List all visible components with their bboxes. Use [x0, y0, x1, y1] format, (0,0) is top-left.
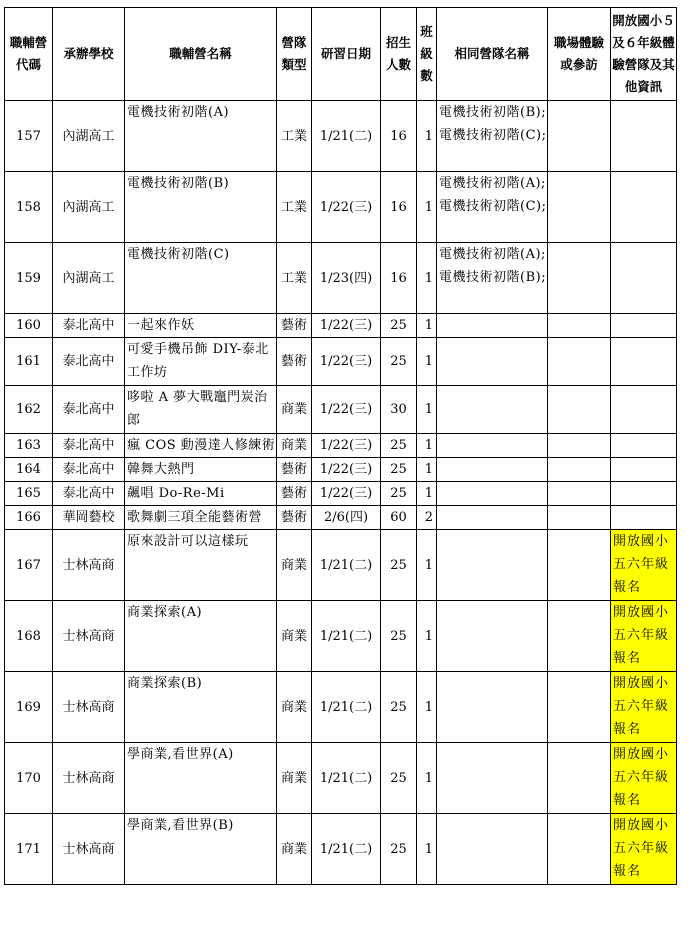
cell-date: 1/22(三): [312, 482, 381, 506]
cell-classes: 1: [417, 601, 437, 672]
cell-classes: 1: [417, 482, 437, 506]
cell-related: [437, 530, 548, 601]
header-enrollment: 招生人數: [381, 8, 417, 101]
cell-other: [611, 434, 677, 458]
cell-enrollment: 25: [381, 743, 417, 814]
cell-enrollment: 16: [381, 243, 417, 314]
cell-school: 內湖高工: [53, 172, 125, 243]
cell-camp-name: 哆啦 A 夢大戰竈門炭治郎: [125, 386, 277, 434]
cell-camp-type: 工業: [277, 243, 312, 314]
cell-classes: 2: [417, 506, 437, 530]
table-row: [5, 814, 677, 885]
table-row: [5, 458, 677, 482]
cell-camp-name: 一起來作妖: [125, 314, 277, 338]
cell-related: 電機技術初階(B);電機技術初階(C);: [437, 101, 548, 172]
cell-workplace: [548, 386, 611, 434]
cell-workplace: [548, 243, 611, 314]
cell-school: 泰北高中: [53, 458, 125, 482]
cell-camp-type: 工業: [277, 101, 312, 172]
cell-camp-type: 藝術: [277, 314, 312, 338]
cell-date: 1/21(二): [312, 101, 381, 172]
cell-camp-type: 藝術: [277, 506, 312, 530]
cell-enrollment: 16: [381, 101, 417, 172]
cell-camp-name: 瘋 COS 動漫達人修練術: [125, 434, 277, 458]
header-row: [5, 8, 677, 101]
table-row: [5, 314, 677, 338]
cell-code: 159: [5, 243, 53, 314]
header-school: 承辦學校: [53, 8, 125, 101]
table-row: [5, 601, 677, 672]
cell-camp-type: 商業: [277, 601, 312, 672]
header-workplace: 職場體驗或參訪: [548, 8, 611, 101]
cell-school: 泰北高中: [53, 434, 125, 458]
table-row: [5, 482, 677, 506]
cell-school: 士林高商: [53, 530, 125, 601]
cell-school: 泰北高中: [53, 482, 125, 506]
cell-other: [611, 314, 677, 338]
cell-date: 1/21(二): [312, 601, 381, 672]
cell-code: 160: [5, 314, 53, 338]
cell-camp-type: 藝術: [277, 338, 312, 386]
table-row: [5, 243, 677, 314]
cell-camp-type: 商業: [277, 386, 312, 434]
cell-enrollment: 25: [381, 338, 417, 386]
header-camp-type: 營隊類型: [277, 8, 312, 101]
table-row: [5, 386, 677, 434]
cell-enrollment: 25: [381, 601, 417, 672]
cell-code: 166: [5, 506, 53, 530]
cell-camp-name: 歌舞劇三項全能藝術營: [125, 506, 277, 530]
cell-enrollment: 25: [381, 458, 417, 482]
cell-workplace: [548, 101, 611, 172]
cell-other: 開放國小五六年級報名: [611, 814, 677, 885]
cell-enrollment: 30: [381, 386, 417, 434]
cell-enrollment: 16: [381, 172, 417, 243]
table-row: [5, 434, 677, 458]
cell-other: [611, 506, 677, 530]
cell-related: 電機技術初階(A);電機技術初階(C);: [437, 172, 548, 243]
cell-camp-name: 可愛手機吊飾 DIY-泰北工作坊: [125, 338, 277, 386]
cell-classes: 1: [417, 458, 437, 482]
cell-camp-name: 學商業,看世界(A): [125, 743, 277, 814]
cell-date: 1/23(四): [312, 243, 381, 314]
cell-school: 士林高商: [53, 672, 125, 743]
cell-enrollment: 25: [381, 482, 417, 506]
cell-workplace: [548, 601, 611, 672]
cell-date: 1/22(三): [312, 314, 381, 338]
cell-code: 171: [5, 814, 53, 885]
cell-workplace: [548, 482, 611, 506]
cell-school: 內湖高工: [53, 243, 125, 314]
cell-camp-name: 電機技術初階(B): [125, 172, 277, 243]
cell-date: 1/22(三): [312, 386, 381, 434]
table-row: [5, 672, 677, 743]
cell-other: [611, 482, 677, 506]
table-row: [5, 530, 677, 601]
cell-other: [611, 458, 677, 482]
cell-enrollment: 25: [381, 530, 417, 601]
cell-other: [611, 386, 677, 434]
cell-workplace: [548, 338, 611, 386]
camp-table: [4, 7, 677, 885]
cell-related: [437, 506, 548, 530]
cell-school: 士林高商: [53, 743, 125, 814]
cell-classes: 1: [417, 172, 437, 243]
table-row: [5, 506, 677, 530]
cell-date: 2/6(四): [312, 506, 381, 530]
header-related: 相同營隊名稱: [437, 8, 548, 101]
cell-school: 內湖高工: [53, 101, 125, 172]
cell-classes: 1: [417, 314, 437, 338]
cell-related: [437, 482, 548, 506]
cell-other: [611, 243, 677, 314]
cell-classes: 1: [417, 814, 437, 885]
cell-other: [611, 101, 677, 172]
cell-related: [437, 338, 548, 386]
cell-related: [437, 434, 548, 458]
table-row: [5, 172, 677, 243]
cell-camp-name: 商業探索(B): [125, 672, 277, 743]
cell-other: [611, 338, 677, 386]
cell-code: 168: [5, 601, 53, 672]
cell-code: 162: [5, 386, 53, 434]
cell-workplace: [548, 314, 611, 338]
cell-date: 1/22(三): [312, 338, 381, 386]
cell-workplace: [548, 530, 611, 601]
cell-camp-type: 藝術: [277, 458, 312, 482]
cell-date: 1/21(二): [312, 530, 381, 601]
cell-camp-name: 學商業,看世界(B): [125, 814, 277, 885]
cell-classes: 1: [417, 338, 437, 386]
cell-workplace: [548, 672, 611, 743]
cell-school: 泰北高中: [53, 314, 125, 338]
cell-camp-name: 電機技術初階(A): [125, 101, 277, 172]
cell-camp-type: 商業: [277, 530, 312, 601]
cell-code: 165: [5, 482, 53, 506]
cell-workplace: [548, 506, 611, 530]
cell-classes: 1: [417, 672, 437, 743]
cell-related: [437, 458, 548, 482]
cell-related: [437, 672, 548, 743]
cell-related: 電機技術初階(A);電機技術初階(B);: [437, 243, 548, 314]
cell-camp-type: 商業: [277, 743, 312, 814]
cell-other: 開放國小五六年級報名: [611, 530, 677, 601]
cell-other: [611, 172, 677, 243]
cell-related: [437, 314, 548, 338]
cell-code: 170: [5, 743, 53, 814]
cell-camp-name: 原來設計可以這樣玩: [125, 530, 277, 601]
cell-enrollment: 25: [381, 434, 417, 458]
header-classes: 班級數: [417, 8, 437, 101]
cell-classes: 1: [417, 243, 437, 314]
cell-camp-name: 韓舞大熱門: [125, 458, 277, 482]
cell-related: [437, 601, 548, 672]
cell-workplace: [548, 743, 611, 814]
header-other: 開放國小５及６年級體驗營隊及其他資訊: [611, 8, 677, 101]
cell-classes: 1: [417, 101, 437, 172]
cell-code: 167: [5, 530, 53, 601]
cell-classes: 1: [417, 530, 437, 601]
table-row: [5, 743, 677, 814]
cell-other: 開放國小五六年級報名: [611, 601, 677, 672]
cell-related: [437, 386, 548, 434]
cell-enrollment: 25: [381, 814, 417, 885]
cell-workplace: [548, 814, 611, 885]
cell-workplace: [548, 434, 611, 458]
cell-date: 1/22(三): [312, 434, 381, 458]
cell-code: 163: [5, 434, 53, 458]
cell-school: 華岡藝校: [53, 506, 125, 530]
cell-date: 1/21(二): [312, 743, 381, 814]
table-row: [5, 338, 677, 386]
cell-date: 1/21(二): [312, 672, 381, 743]
cell-other: 開放國小五六年級報名: [611, 743, 677, 814]
cell-related: [437, 743, 548, 814]
cell-date: 1/21(二): [312, 814, 381, 885]
cell-school: 泰北高中: [53, 386, 125, 434]
cell-enrollment: 25: [381, 314, 417, 338]
header-date: 研習日期: [312, 8, 381, 101]
cell-code: 161: [5, 338, 53, 386]
cell-classes: 1: [417, 434, 437, 458]
cell-camp-type: 藝術: [277, 482, 312, 506]
cell-workplace: [548, 458, 611, 482]
cell-enrollment: 25: [381, 672, 417, 743]
cell-code: 164: [5, 458, 53, 482]
cell-school: 士林高商: [53, 601, 125, 672]
header-code: 職輔營代碼: [5, 8, 53, 101]
cell-camp-name: 飆唱 Do-Re-Mi: [125, 482, 277, 506]
cell-school: 士林高商: [53, 814, 125, 885]
cell-enrollment: 60: [381, 506, 417, 530]
cell-camp-type: 商業: [277, 672, 312, 743]
cell-camp-type: 工業: [277, 172, 312, 243]
cell-code: 169: [5, 672, 53, 743]
cell-camp-name: 商業探索(A): [125, 601, 277, 672]
table-row: [5, 101, 677, 172]
cell-code: 158: [5, 172, 53, 243]
cell-workplace: [548, 172, 611, 243]
cell-code: 157: [5, 101, 53, 172]
cell-classes: 1: [417, 743, 437, 814]
cell-date: 1/22(三): [312, 172, 381, 243]
cell-camp-name: 電機技術初階(C): [125, 243, 277, 314]
header-camp-name: 職輔營名稱: [125, 8, 277, 101]
cell-related: [437, 814, 548, 885]
cell-camp-type: 商業: [277, 434, 312, 458]
cell-camp-type: 商業: [277, 814, 312, 885]
cell-date: 1/22(三): [312, 458, 381, 482]
cell-school: 泰北高中: [53, 338, 125, 386]
cell-other: 開放國小五六年級報名: [611, 672, 677, 743]
cell-classes: 1: [417, 386, 437, 434]
